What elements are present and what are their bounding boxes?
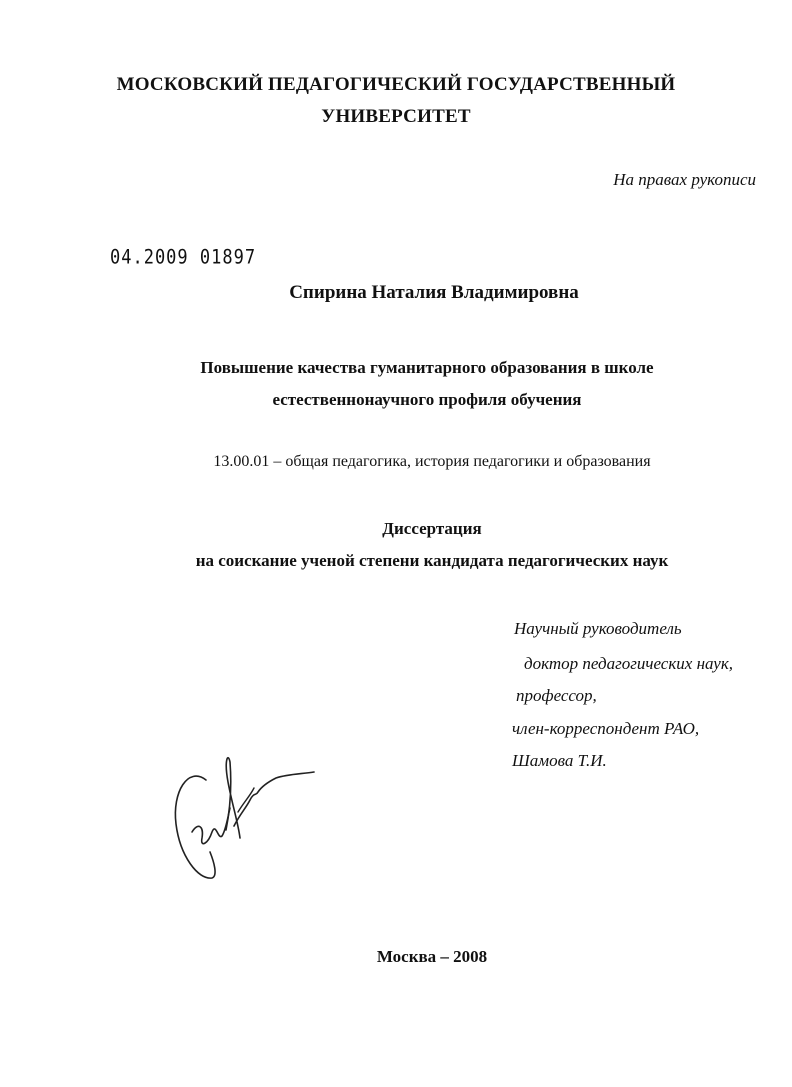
advisor-membership: член-корреспондент РАО, bbox=[512, 719, 700, 738]
advisor-rank: профессор, bbox=[516, 686, 597, 705]
place-and-year: Москва – 2008 bbox=[376, 947, 488, 966]
advisor-degree: доктор педагогических наук, bbox=[524, 654, 734, 673]
university-name-line2: УНИВЕРСИТЕТ bbox=[321, 106, 471, 127]
university-name-line1: МОСКОВСКИЙ ПЕДАГОГИЧЕСКИЙ ГОСУДАРСТВЕННЫЙ bbox=[116, 74, 676, 95]
degree-line: на соискание ученой степени кандидата педагогических наук bbox=[195, 551, 669, 570]
author-name: Спирина Наталия Владимировна bbox=[289, 282, 579, 303]
signature-icon bbox=[168, 752, 318, 892]
specialty-code: 13.00.01 – общая педагогика, история педагогики и образования bbox=[213, 453, 651, 470]
advisor-heading: Научный руководитель bbox=[514, 619, 682, 638]
dissertation-title-line1: Повышение качества гуманитарного образования в школе bbox=[200, 358, 654, 377]
advisor-name: Шамова Т.И. bbox=[512, 751, 607, 770]
registry-stamp: 04.2009 01897 bbox=[110, 246, 257, 269]
dissertation-label: Диссертация bbox=[382, 519, 482, 538]
manuscript-rights-label: На правах рукописи bbox=[613, 170, 756, 189]
dissertation-title-line2: естественнонаучного профиля обучения bbox=[272, 390, 582, 409]
